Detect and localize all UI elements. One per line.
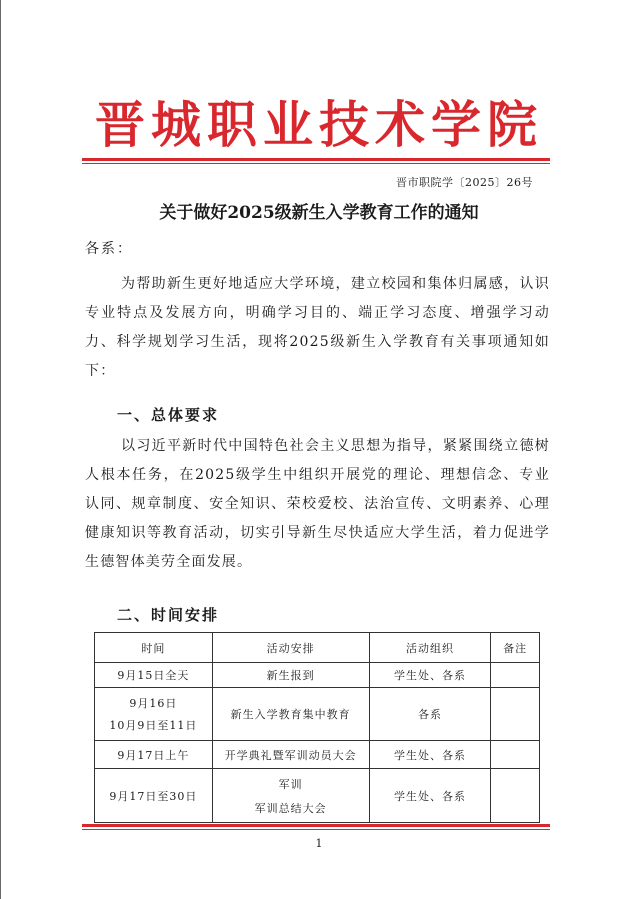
document-number: 晋市职院学〔2025〕26号 <box>396 176 533 189</box>
cell-activity: 新生入学教育集中教育 <box>212 688 369 741</box>
table-header-row <box>95 633 540 663</box>
letterhead-title: 晋城职业技术学院 <box>95 95 543 154</box>
intro-paragraph: 为帮助新生更好地适应大学环境，建立校园和集体归属感，认识专业特点及发展方向，明确学习目的、端正学习态度、增强学习动力、科学规划学习生活，现将2025级新生入学教育有关事项通知如下： <box>85 276 550 379</box>
footer-rule-thick <box>82 824 550 827</box>
cell-note <box>491 688 540 741</box>
section2-heading: 二、时间安排 <box>117 606 220 624</box>
cell-activity-line2: 军训总结大会 <box>254 801 327 815</box>
cell-organizer: 学生处、各系 <box>369 741 491 769</box>
notice-title: 关于做好2025级新生入学教育工作的通知 <box>159 203 479 223</box>
table-row <box>95 688 540 741</box>
table-row <box>95 663 540 688</box>
section1-body: 以习近平新时代中国特色社会主义思想为指导，紧紧围绕立德树人根本任务，在2025级学生中组织开展党的理论、理想信念、专业认同、规章制度、安全知识、荣校爱校、法治宣传、文明素养、心理健康知识等教育活动，切实引导新生尽快适应大学生活，着力促进学生德智体美劳全面发展。 <box>85 438 550 570</box>
header-activity: 活动安排 <box>212 633 369 663</box>
schedule-table <box>94 632 540 823</box>
salutation: 各系： <box>85 241 133 257</box>
cell-activity <box>212 769 369 823</box>
cell-note <box>491 769 540 823</box>
header-time: 时间 <box>95 633 213 663</box>
header-note: 备注 <box>491 633 540 663</box>
cell-organizer: 学生处、各系 <box>369 769 491 823</box>
cell-time-line1: 9月16日 <box>129 697 178 710</box>
cell-activity-line1: 军训 <box>278 777 303 791</box>
cell-organizer: 学生处、各系 <box>369 663 491 688</box>
header-organizer: 活动组织 <box>369 633 491 663</box>
cell-time: 9月15日全天 <box>95 663 213 688</box>
letterhead-rule-thin <box>82 163 550 164</box>
cell-activity: 新生报到 <box>212 663 369 688</box>
footer-rule-thin <box>82 829 550 830</box>
cell-activity: 开学典礼暨军训动员大会 <box>212 741 369 769</box>
cell-time <box>95 688 213 741</box>
table-row <box>95 769 540 823</box>
cell-time-line2: 10月9日至11日 <box>109 719 198 732</box>
cell-time: 9月17日至30日 <box>95 769 213 823</box>
page-number: 1 <box>315 837 323 850</box>
cell-note <box>491 741 540 769</box>
letterhead-rule-thick <box>82 158 550 161</box>
cell-time: 9月17日上午 <box>95 741 213 769</box>
table-row <box>95 741 540 769</box>
cell-note <box>491 663 540 688</box>
section1-heading: 一、总体要求 <box>117 406 220 424</box>
cell-organizer: 各系 <box>369 688 491 741</box>
